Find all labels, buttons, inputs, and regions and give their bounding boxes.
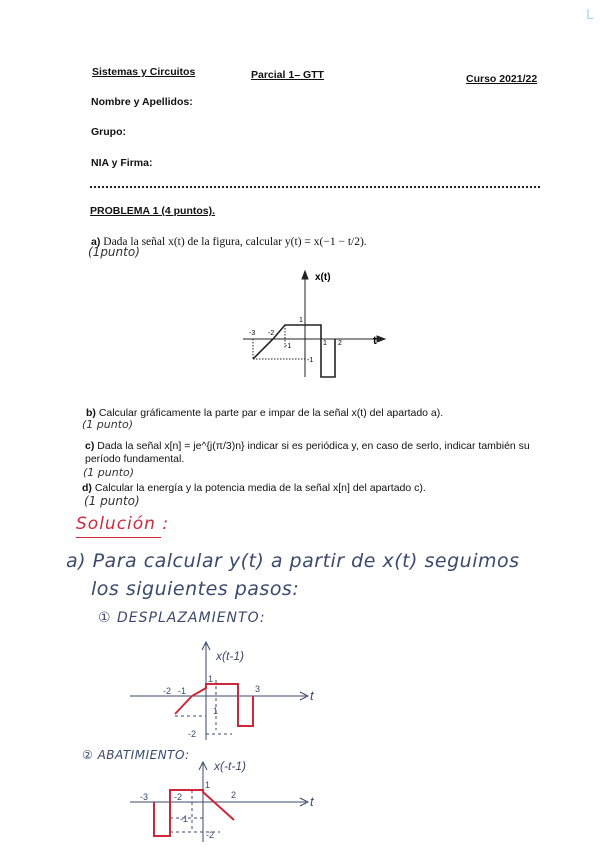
- fig1-tick-minus3: -3: [249, 330, 256, 337]
- academic-year: Curso 2021/22: [466, 73, 538, 85]
- fig2-tick-3: 3: [255, 684, 261, 694]
- solution-line-1: a) Para calcular y(t) a partir de x(t) seguimos: [66, 550, 520, 572]
- question-c-points: (1 punto): [83, 466, 135, 479]
- fig3-tick-minus3: -3: [140, 792, 149, 802]
- question-b: [86, 407, 556, 419]
- fig1-xlabel: t: [373, 335, 377, 347]
- question-b-letter: b): [86, 407, 96, 419]
- fig3-tick-ym1: -1: [180, 814, 189, 824]
- fig1-ylabel: x(t): [315, 272, 331, 283]
- group-field-label: Grupo:: [91, 126, 126, 138]
- fig3-tick-minus2: -2: [174, 792, 183, 802]
- step-1-title: ① DESPLAZAMIENTO:: [98, 610, 266, 626]
- fig2-tick-minus1: -1: [178, 686, 187, 696]
- fig1-tick-2: 2: [338, 340, 342, 347]
- question-d-letter: d): [82, 482, 92, 494]
- fig2-tick-minus2: -2: [163, 686, 172, 696]
- question-d-text: Calcular la energía y la potencia media de la señal x[n] del apartado c).: [94, 482, 426, 494]
- fig3-signal: [154, 790, 237, 836]
- fig1-tick-y1: 1: [299, 317, 303, 324]
- fig2-signal: [175, 684, 253, 726]
- fig1-y-arrow: [302, 271, 308, 279]
- question-a-points: (1punto): [88, 245, 140, 259]
- exam-name: Parcial 1– GTT: [251, 69, 324, 81]
- solution-line-2: los siguientes pasos:: [91, 578, 300, 600]
- fig2-ylabel: x(t-1): [216, 649, 244, 663]
- fig3-ylabel: x(-t-1): [214, 759, 246, 773]
- corner-mark: L: [586, 8, 594, 23]
- fig2-tick-x1: 1: [213, 706, 219, 716]
- fig2-tick-ym2: -2: [188, 729, 197, 739]
- question-c-text: Dada la señal x[n] = je^{j(π/3)n} indicar si es periódica y, en caso de serlo, indicar también su período fundamental.: [85, 440, 530, 465]
- solution-underline: [76, 537, 161, 538]
- fig1-signal: [253, 325, 335, 377]
- figure-x-of-t: [235, 265, 395, 385]
- fig1-tick-1: 1: [323, 340, 327, 347]
- figure-x-of-minus-t-minus-1: [120, 756, 340, 844]
- question-b-points: (1 punto): [82, 418, 134, 431]
- question-a-letter: a): [91, 236, 101, 248]
- course-name: Sistemas y Circuitos: [92, 66, 196, 78]
- fig1-tick-minus2: -2: [268, 330, 275, 337]
- fig3-xlabel: t: [310, 794, 314, 809]
- fig1-tick-minus1: -1: [285, 343, 292, 350]
- fig2-tick-y1: 1: [208, 674, 214, 684]
- fig1-x-arrow: [377, 336, 385, 342]
- solution-title: Solución :: [76, 514, 170, 534]
- question-a: [91, 236, 561, 248]
- fig3-tick-ym2: -2: [206, 830, 215, 840]
- question-c: [85, 440, 545, 466]
- question-b-text: Calcular gráficamente la parte par e impar de la señal x(t) del apartado a).: [98, 407, 444, 419]
- fig1-tick-ym1: -1: [307, 357, 314, 364]
- fig3-tick-y1: 1: [205, 780, 211, 790]
- fig3-tick-2: 2: [231, 790, 237, 800]
- question-d-points: (1 punto): [84, 494, 140, 508]
- figure-x-of-t-minus-1: [120, 630, 340, 745]
- problem-title: PROBLEMA 1 (4 puntos).: [90, 205, 216, 217]
- fig2-xlabel: t: [310, 688, 314, 703]
- step-2-title: ② ABATIMIENTO:: [82, 748, 190, 762]
- dotted-separator: [89, 185, 540, 189]
- question-c-letter: c): [85, 440, 95, 452]
- question-a-text: Dada la señal x(t) de la figura, calcular y(t) = x(−1 − t/2).: [103, 236, 367, 248]
- question-d: [82, 482, 552, 494]
- nia-field-label: NIA y Firma:: [91, 157, 153, 169]
- name-field-label: Nombre y Apellidos:: [91, 96, 193, 108]
